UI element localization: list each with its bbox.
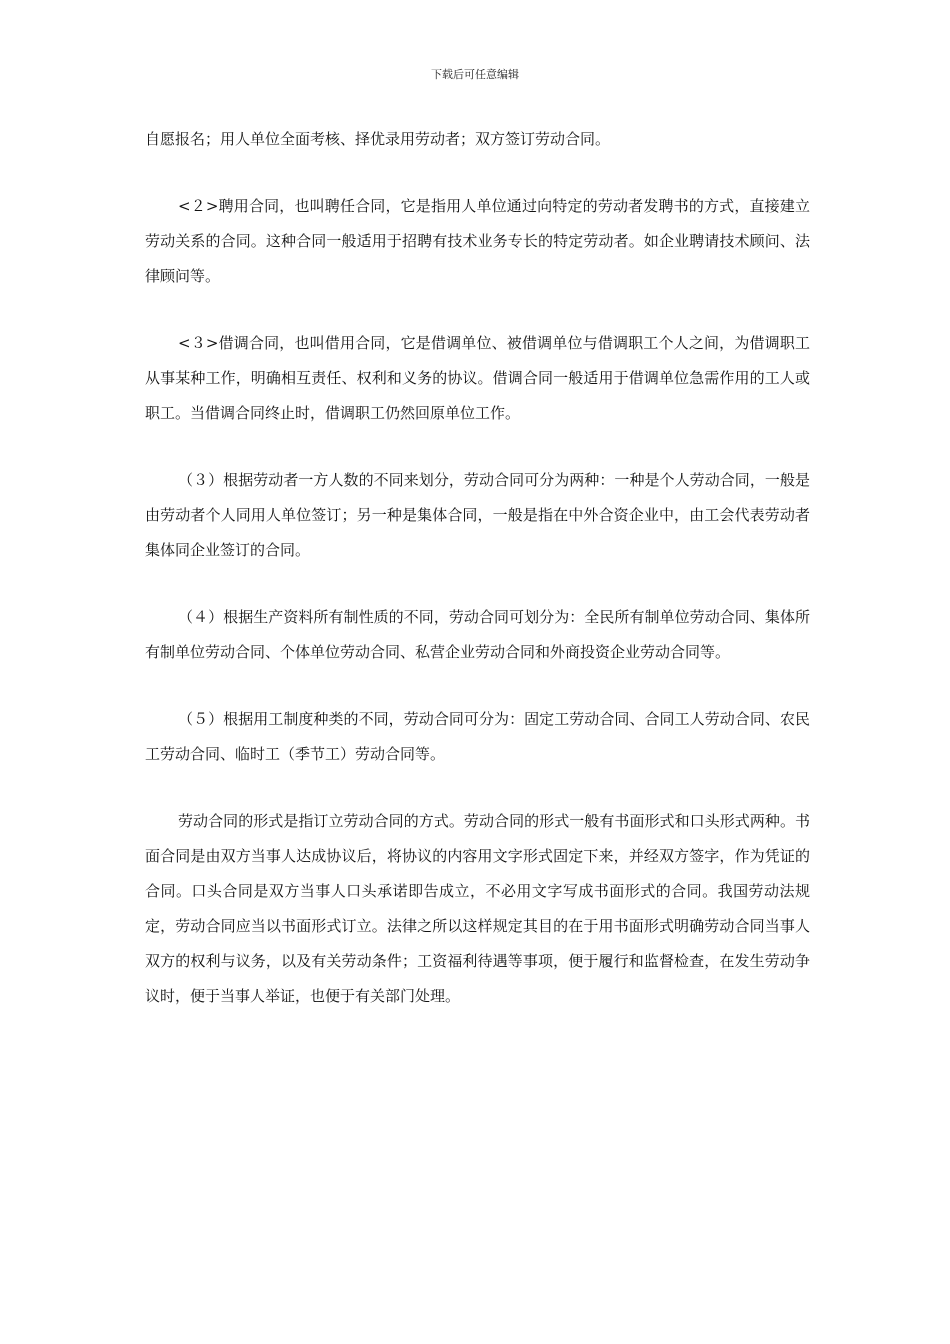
paragraph-classification-5: （５）根据用工制度种类的不同，劳动合同可分为：固定工劳动合同、合同工人劳动合同、农民工劳动合同、临时工（季节工）劳动合同等。 <box>145 710 810 763</box>
paragraph-classification-4: （４）根据生产资料所有制性质的不同，劳动合同可划分为：全民所有制单位劳动合同、集体所有制单位劳动合同、个体单位劳动合同、私营企业劳动合同和外商投资企业劳动合同等。 <box>145 608 810 661</box>
page-header: 下载后可任意编辑 <box>431 68 519 81</box>
paragraph-secondment-contract: <３>借调合同，也叫借用合同，它是借调单位、被借调单位与借调职工个人之间，为借调职工从事某种工作，明确相互责任、权利和义务的协议。借调合同一般适用于借调单位急需作用的工人或职工。当借调合同终止时，借调职工仍然回原单位工作。 <box>145 334 810 422</box>
paragraph-contract-form: 劳动合同的形式是指订立劳动合同的方式。劳动合同的形式一般有书面形式和口头形式两种。书面合同是由双方当事人达成协议后，将协议的内容用文字形式固定下来，并经双方签字，作为凭证的合同。口头合同是双方当事人口头承诺即告成立，不必用文字写成书面形式的合同。我国劳动法规定，劳动合同应当以书面形式订立。法律之所以这样规定其目的在于用书面形式明确劳动合同当事人双方的权利与议务，以及有关劳动条件；工资福利待遇等事项，便于履行和监督检查，在发生劳动争议时，便于当事人举证，也便于有关部门处理。 <box>145 812 810 1005</box>
document-body <box>145 122 810 1046</box>
paragraph-employment-contract: <２>聘用合同，也叫聘任合同，它是指用人单位通过向特定的劳动者发聘书的方式，直接建立劳动关系的合同。这种合同一般适用于招聘有技术业务专长的特定劳动者。如企业聘请技术顾问、法律顾问等。 <box>145 197 810 285</box>
paragraph-continuation: 自愿报名；用人单位全面考核、择优录用劳动者；双方签订劳动合同。 <box>145 130 611 148</box>
paragraph-classification-3: （３）根据劳动者一方人数的不同来划分，劳动合同可分为两种：一种是个人劳动合同，一般是由劳动者个人同用人单位签订；另一种是集体合同，一般是指在中外合资企业中，由工会代表劳动者集体同企业签订的合同。 <box>145 471 810 559</box>
